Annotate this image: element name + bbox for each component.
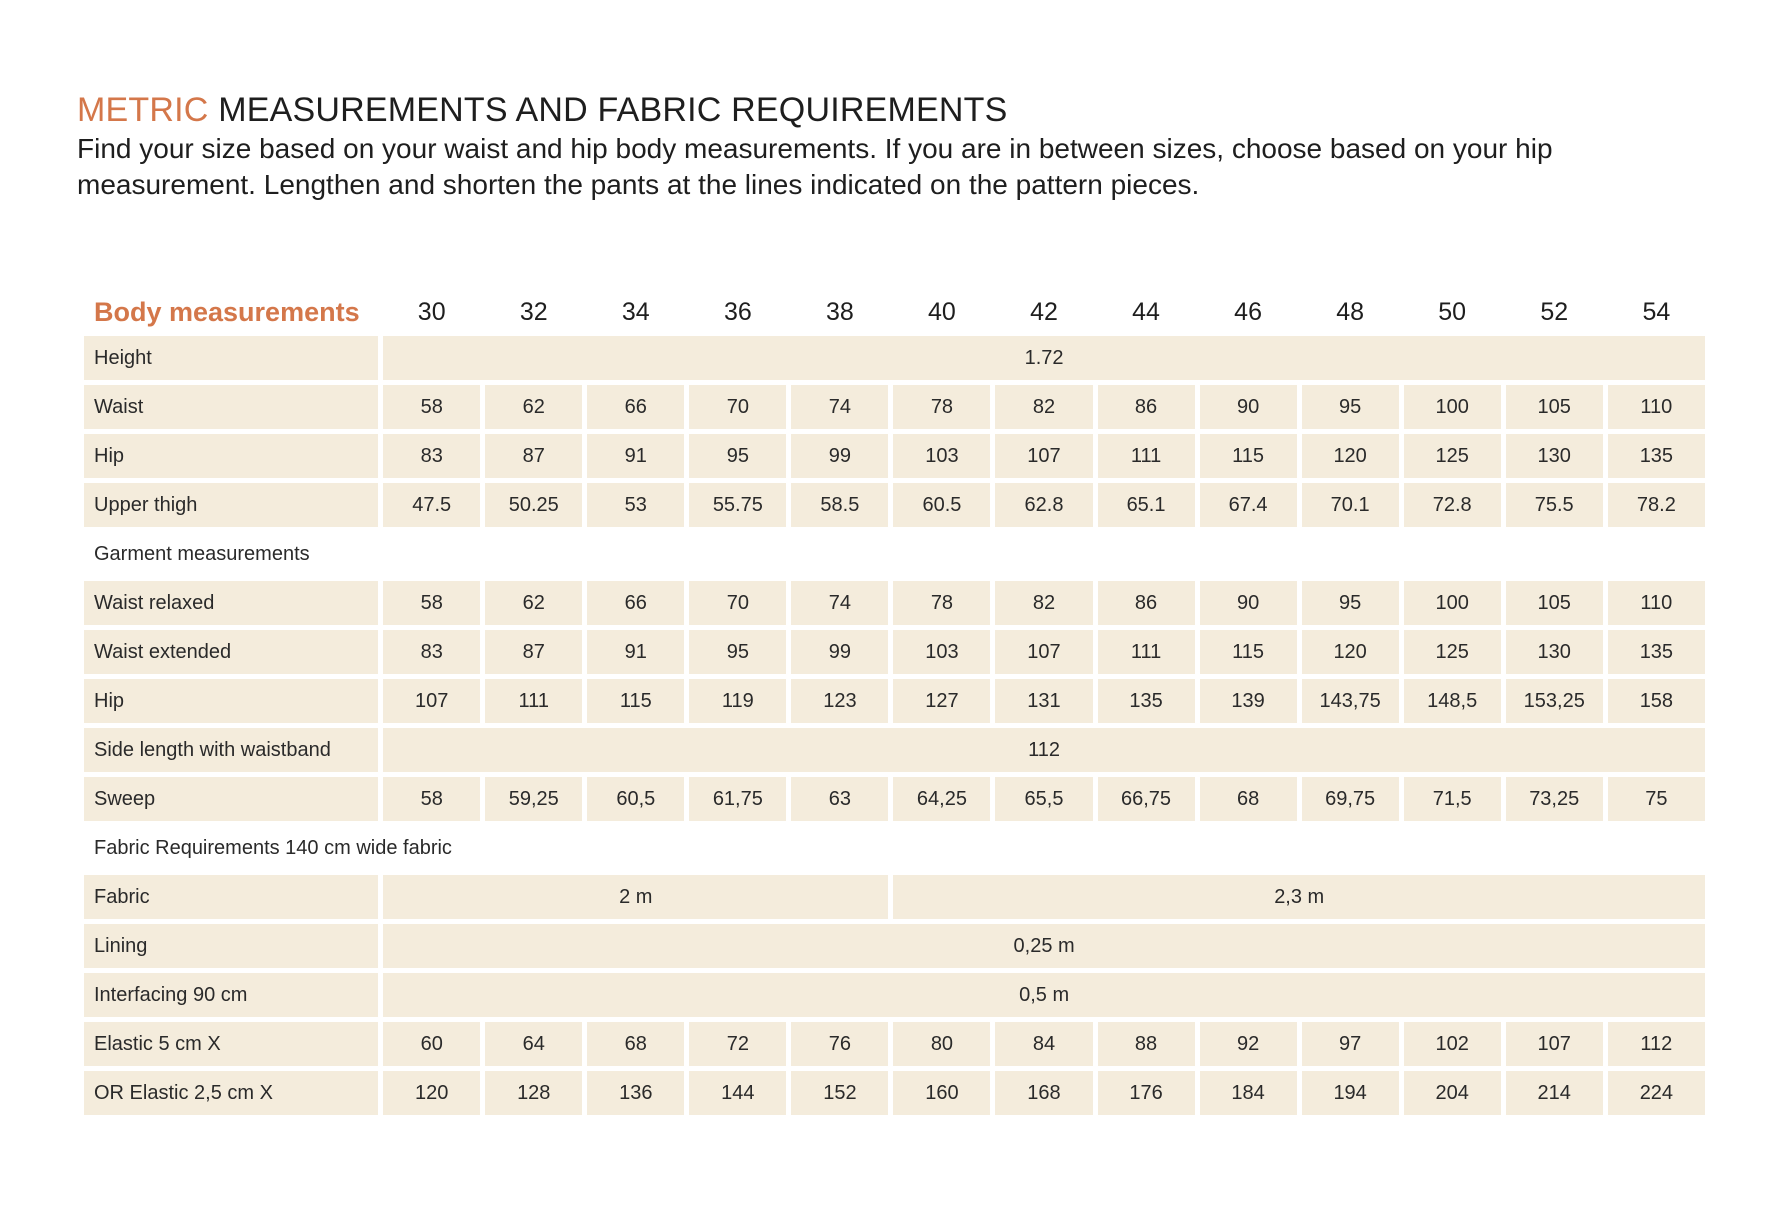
size-header-48: 48 xyxy=(1336,297,1365,326)
value-cell: 100 xyxy=(1404,581,1501,625)
size-header-38: 38 xyxy=(825,297,854,326)
value-cell: 115 xyxy=(587,679,684,723)
value-cell: 73,25 xyxy=(1506,777,1603,821)
value-cell: 47.5 xyxy=(383,483,480,527)
size-header-30: 30 xyxy=(417,297,446,326)
value-cell: 176 xyxy=(1098,1071,1195,1115)
value-cell: 125 xyxy=(1404,630,1501,674)
value-cell: 123 xyxy=(791,679,888,723)
size-header-46: 46 xyxy=(1234,297,1262,326)
value-cell: 55.75 xyxy=(689,483,786,527)
value-cell: 91 xyxy=(587,434,684,478)
value-cell: 224 xyxy=(1608,1071,1705,1115)
value-cell: 204 xyxy=(1404,1071,1501,1115)
value-cell: 72 xyxy=(689,1022,786,1066)
row-label: Elastic 5 cm X xyxy=(84,1022,378,1066)
section-heading: Fabric Requirements 140 cm wide fabric xyxy=(94,836,452,859)
value-cell: 112 xyxy=(1608,1022,1705,1066)
value-cell: 58.5 xyxy=(791,483,888,527)
value-cell: 66,75 xyxy=(1098,777,1195,821)
size-header-40: 40 xyxy=(928,297,956,326)
row-label: Hip xyxy=(84,434,378,478)
value-cell: 70.1 xyxy=(1302,483,1399,527)
row-label: Side length with waistband xyxy=(84,728,378,772)
value-cell: 92 xyxy=(1200,1022,1297,1066)
value-cell: 111 xyxy=(1098,630,1195,674)
value-cell: 64,25 xyxy=(893,777,990,821)
value-cell: 58 xyxy=(383,385,480,429)
value-cell: 86 xyxy=(1098,581,1195,625)
table-body xyxy=(84,336,1705,1115)
value-cell: 99 xyxy=(791,434,888,478)
value-cell: 103 xyxy=(893,630,990,674)
value-cell: 80 xyxy=(893,1022,990,1066)
value-cell: 78 xyxy=(893,385,990,429)
row-label: Waist extended xyxy=(84,630,378,674)
value-cell: 78 xyxy=(893,581,990,625)
value-cell: 102 xyxy=(1404,1022,1501,1066)
value-cell: 107 xyxy=(383,679,480,723)
value-cell: 78.2 xyxy=(1608,483,1705,527)
value-cell: 83 xyxy=(383,434,480,478)
row-label: Fabric xyxy=(84,875,378,919)
table-row xyxy=(84,875,1705,919)
size-header-54: 54 xyxy=(1642,297,1671,326)
table-row xyxy=(84,483,1705,527)
title-rest: MEASUREMENTS AND FABRIC REQUIREMENTS xyxy=(218,91,1008,129)
table-row xyxy=(84,581,1705,625)
value-cell: 194 xyxy=(1302,1071,1399,1115)
value-cell: 70 xyxy=(689,385,786,429)
row-label: Upper thigh xyxy=(84,483,378,527)
row-label: Interfacing 90 cm xyxy=(84,973,378,1017)
value-cell: 144 xyxy=(689,1071,786,1115)
row-label: Lining xyxy=(84,924,378,968)
value-cell: 64 xyxy=(485,1022,582,1066)
value-cell: 90 xyxy=(1200,385,1297,429)
spanned-value-cell: 2 m xyxy=(383,875,888,919)
value-cell: 65.1 xyxy=(1098,483,1195,527)
size-header-row xyxy=(84,293,1705,331)
value-cell: 148,5 xyxy=(1404,679,1501,723)
size-header-52: 52 xyxy=(1540,297,1569,326)
value-cell: 69,75 xyxy=(1302,777,1399,821)
value-cell: 143,75 xyxy=(1302,679,1399,723)
value-cell: 136 xyxy=(587,1071,684,1115)
table-row xyxy=(84,679,1705,723)
value-cell: 66 xyxy=(587,385,684,429)
value-cell: 74 xyxy=(791,385,888,429)
value-cell: 125 xyxy=(1404,434,1501,478)
spanned-value-cell: 1.72 xyxy=(383,336,1705,380)
value-cell: 87 xyxy=(485,630,582,674)
value-cell: 82 xyxy=(995,581,1092,625)
value-cell: 83 xyxy=(383,630,480,674)
table-row xyxy=(84,777,1705,821)
value-cell: 88 xyxy=(1098,1022,1195,1066)
spanned-value-cell: 112 xyxy=(383,728,1705,772)
value-cell: 130 xyxy=(1506,434,1603,478)
table-row xyxy=(84,336,1705,380)
value-cell: 95 xyxy=(1302,581,1399,625)
value-cell: 68 xyxy=(1200,777,1297,821)
value-cell: 65,5 xyxy=(995,777,1092,821)
value-cell: 61,75 xyxy=(689,777,786,821)
table-row xyxy=(84,973,1705,1017)
value-cell: 153,25 xyxy=(1506,679,1603,723)
value-cell: 135 xyxy=(1098,679,1195,723)
value-cell: 100 xyxy=(1404,385,1501,429)
value-cell: 120 xyxy=(383,1071,480,1115)
value-cell: 95 xyxy=(1302,385,1399,429)
value-cell: 62.8 xyxy=(995,483,1092,527)
value-cell: 59,25 xyxy=(485,777,582,821)
value-cell: 60,5 xyxy=(587,777,684,821)
value-cell: 62 xyxy=(485,581,582,625)
row-label: Sweep xyxy=(84,777,378,821)
value-cell: 135 xyxy=(1608,630,1705,674)
size-header-34: 34 xyxy=(621,297,650,326)
value-cell: 107 xyxy=(995,434,1092,478)
value-cell: 53 xyxy=(587,483,684,527)
value-cell: 110 xyxy=(1608,581,1705,625)
table-row xyxy=(84,728,1705,772)
value-cell: 135 xyxy=(1608,434,1705,478)
value-cell: 66 xyxy=(587,581,684,625)
value-cell: 97 xyxy=(1302,1022,1399,1066)
value-cell: 184 xyxy=(1200,1071,1297,1115)
size-header-36: 36 xyxy=(723,297,752,326)
size-header-42: 42 xyxy=(1030,297,1058,326)
value-cell: 82 xyxy=(995,385,1092,429)
value-cell: 71,5 xyxy=(1404,777,1501,821)
value-cell: 105 xyxy=(1506,581,1603,625)
value-cell: 115 xyxy=(1200,630,1297,674)
title-accent: METRIC xyxy=(77,91,209,129)
row-label: Waist relaxed xyxy=(84,581,378,625)
table-row xyxy=(84,434,1705,478)
value-cell: 119 xyxy=(689,679,786,723)
value-cell: 58 xyxy=(383,777,480,821)
value-cell: 72.8 xyxy=(1404,483,1501,527)
value-cell: 84 xyxy=(995,1022,1092,1066)
value-cell: 128 xyxy=(485,1071,582,1115)
header-label: Body measurements xyxy=(94,296,360,327)
value-cell: 120 xyxy=(1302,630,1399,674)
value-cell: 95 xyxy=(689,434,786,478)
value-cell: 68 xyxy=(587,1022,684,1066)
value-cell: 168 xyxy=(995,1071,1092,1115)
row-label: Height xyxy=(84,336,378,380)
value-cell: 70 xyxy=(689,581,786,625)
spanned-value-cell: 0,5 m xyxy=(383,973,1705,1017)
value-cell: 62 xyxy=(485,385,582,429)
value-cell: 152 xyxy=(791,1071,888,1115)
table-row xyxy=(84,385,1705,429)
value-cell: 75.5 xyxy=(1506,483,1603,527)
value-cell: 120 xyxy=(1302,434,1399,478)
value-cell: 214 xyxy=(1506,1071,1603,1115)
value-cell: 130 xyxy=(1506,630,1603,674)
table-row xyxy=(84,1071,1705,1115)
value-cell: 107 xyxy=(995,630,1092,674)
value-cell: 115 xyxy=(1200,434,1297,478)
value-cell: 75 xyxy=(1608,777,1705,821)
value-cell: 50.25 xyxy=(485,483,582,527)
value-cell: 110 xyxy=(1608,385,1705,429)
table-row xyxy=(84,924,1705,968)
value-cell: 105 xyxy=(1506,385,1603,429)
size-header-32: 32 xyxy=(519,297,548,326)
value-cell: 95 xyxy=(689,630,786,674)
measurement-table xyxy=(79,288,1710,1120)
value-cell: 99 xyxy=(791,630,888,674)
section-row xyxy=(84,532,1705,576)
value-cell: 76 xyxy=(791,1022,888,1066)
value-cell: 91 xyxy=(587,630,684,674)
value-cell: 86 xyxy=(1098,385,1195,429)
page-title xyxy=(77,88,1008,132)
spanned-value-cell: 2,3 m xyxy=(893,875,1705,919)
spanned-value-cell: 0,25 m xyxy=(383,924,1705,968)
value-cell: 87 xyxy=(485,434,582,478)
table-row xyxy=(84,630,1705,674)
row-label: Waist xyxy=(84,385,378,429)
value-cell: 60 xyxy=(383,1022,480,1066)
value-cell: 111 xyxy=(1098,434,1195,478)
size-header-50: 50 xyxy=(1438,297,1467,326)
section-row xyxy=(84,826,1705,870)
value-cell: 158 xyxy=(1608,679,1705,723)
value-cell: 60.5 xyxy=(893,483,990,527)
row-label: OR Elastic 2,5 cm X xyxy=(84,1071,378,1115)
value-cell: 160 xyxy=(893,1071,990,1115)
value-cell: 131 xyxy=(995,679,1092,723)
value-cell: 127 xyxy=(893,679,990,723)
value-cell: 58 xyxy=(383,581,480,625)
value-cell: 111 xyxy=(485,679,582,723)
value-cell: 67.4 xyxy=(1200,483,1297,527)
row-label: Hip xyxy=(84,679,378,723)
intro-text: Find your size based on your waist and hip body measurements. If you are in between sizes, choose based on your hip measurement. Lengthen and shorten the pants at the lines indicated on the pattern pieces. xyxy=(77,133,1553,200)
section-heading: Garment measurements xyxy=(94,542,310,565)
value-cell: 74 xyxy=(791,581,888,625)
value-cell: 90 xyxy=(1200,581,1297,625)
value-cell: 107 xyxy=(1506,1022,1603,1066)
value-cell: 103 xyxy=(893,434,990,478)
value-cell: 63 xyxy=(791,777,888,821)
table-row xyxy=(84,1022,1705,1066)
size-header-44: 44 xyxy=(1132,297,1160,326)
value-cell: 139 xyxy=(1200,679,1297,723)
